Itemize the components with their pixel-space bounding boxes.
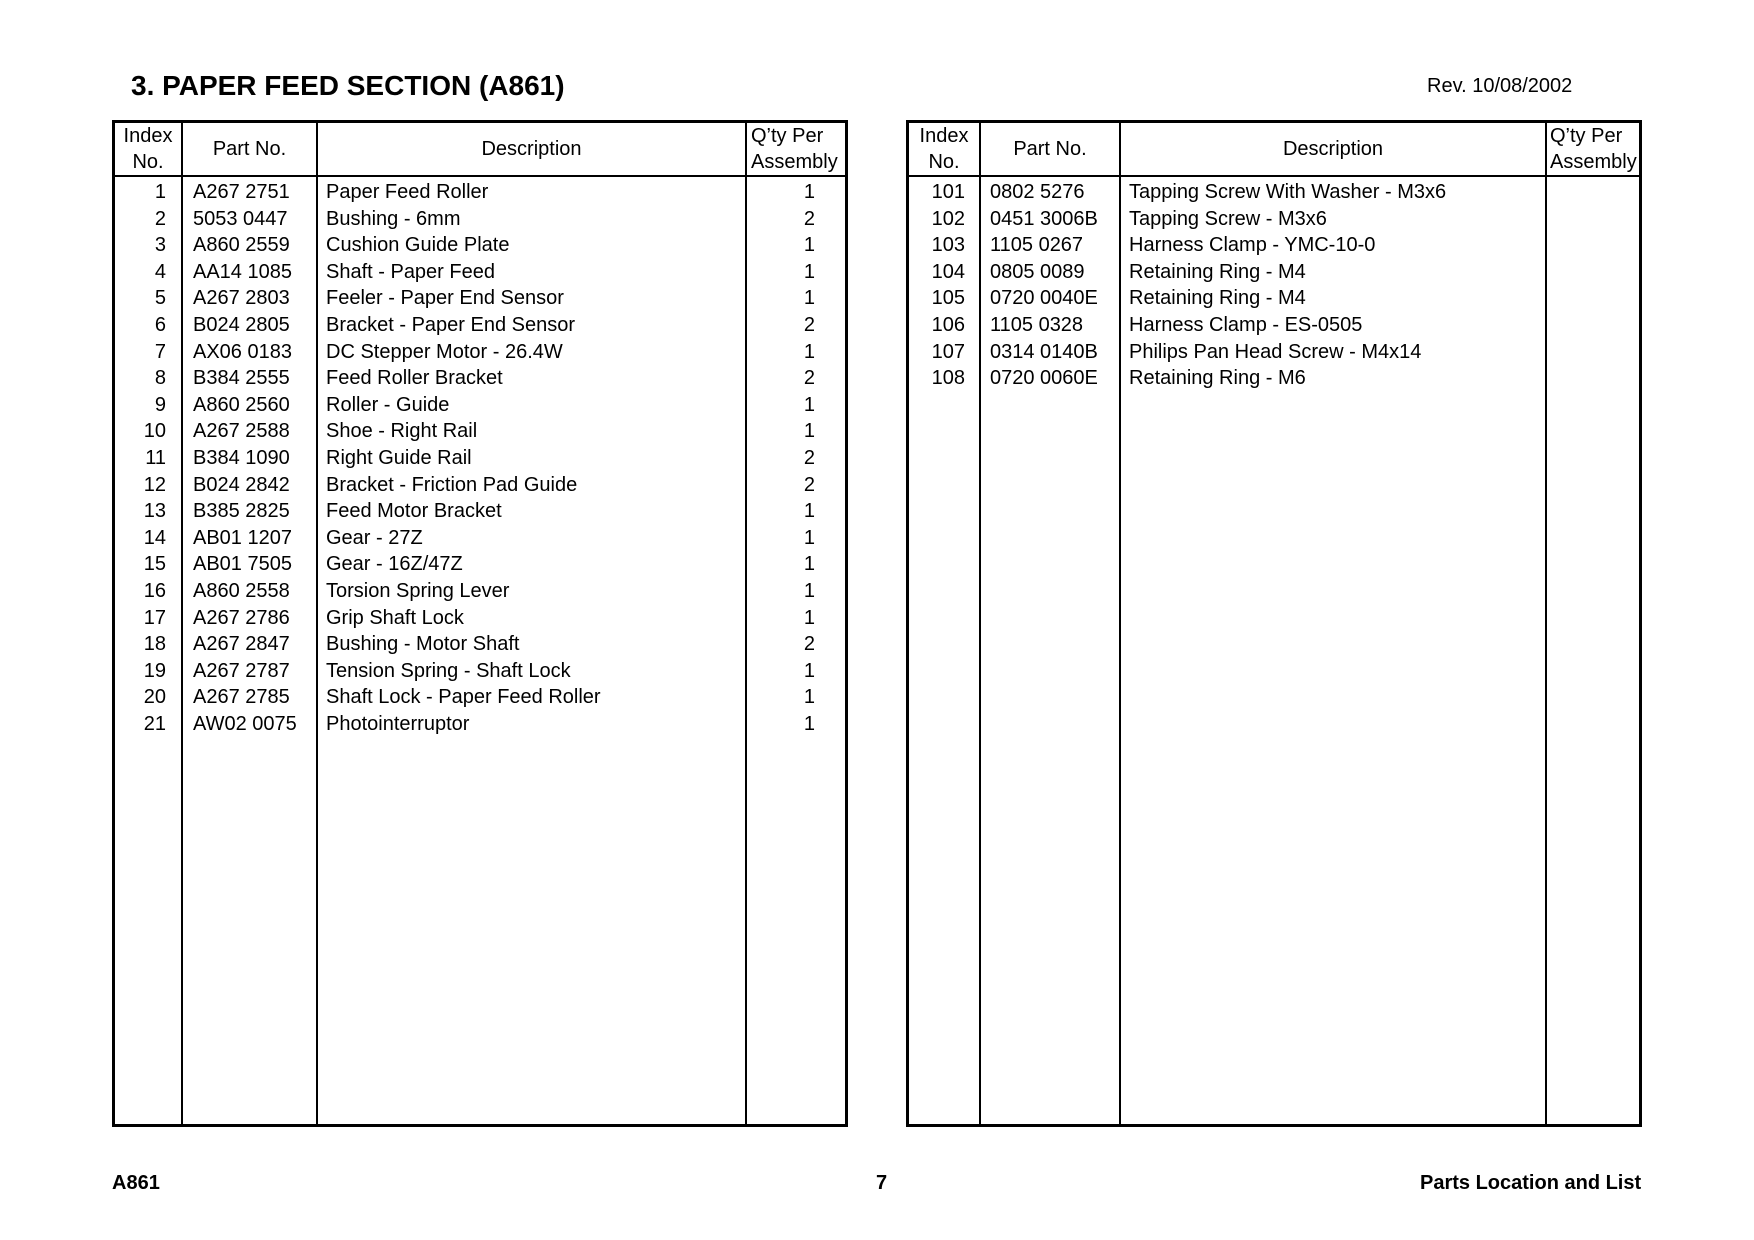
table-row bbox=[115, 232, 845, 259]
cell-part-no: B024 2842 bbox=[193, 473, 290, 496]
cell-qty: 1 bbox=[803, 526, 815, 549]
cell-description: Bracket - Friction Pad Guide bbox=[326, 473, 578, 496]
table-row bbox=[909, 179, 1639, 206]
cell-part-no: 0314 0140B bbox=[990, 340, 1098, 363]
cell-index: 105 bbox=[931, 287, 965, 310]
footer-section: Parts Location and List bbox=[1420, 1172, 1642, 1194]
cell-part-no: 1105 0328 bbox=[990, 313, 1084, 336]
cell-qty: 2 bbox=[803, 207, 815, 230]
table-body bbox=[909, 179, 1639, 392]
parts-table-right bbox=[906, 120, 1642, 1127]
table-row bbox=[115, 605, 845, 632]
cell-description: Torsion Spring Lever bbox=[326, 579, 510, 602]
table-row bbox=[115, 445, 845, 472]
table-row bbox=[115, 418, 845, 445]
cell-index: 1 bbox=[154, 181, 166, 203]
table-row bbox=[115, 525, 845, 552]
table-row bbox=[115, 179, 845, 206]
cell-index: 9 bbox=[154, 393, 166, 416]
cell-description: Roller - Guide bbox=[326, 393, 450, 416]
cell-qty: 2 bbox=[803, 367, 815, 390]
table-row bbox=[115, 285, 845, 312]
cell-description: Feed Roller Bracket bbox=[326, 367, 503, 390]
cell-description: Shaft Lock - Paper Feed Roller bbox=[326, 686, 601, 709]
cell-part-no: A860 2558 bbox=[193, 579, 290, 602]
cell-description: Right Guide Rail bbox=[326, 446, 472, 469]
cell-index: 12 bbox=[143, 473, 166, 496]
cell-qty: 1 bbox=[803, 712, 815, 735]
cell-index: 101 bbox=[931, 181, 965, 203]
cell-part-no: A267 2787 bbox=[193, 659, 290, 682]
cell-part-no: A267 2588 bbox=[193, 420, 290, 443]
cell-qty: 1 bbox=[803, 287, 815, 310]
cell-index: 8 bbox=[154, 367, 166, 390]
header-index: Index No. bbox=[123, 125, 173, 173]
cell-part-no: 1105 0267 bbox=[990, 234, 1084, 257]
cell-index: 103 bbox=[931, 234, 965, 257]
cell-index: 15 bbox=[143, 553, 166, 576]
cell-part-no: A267 2803 bbox=[193, 287, 290, 310]
table-row bbox=[115, 684, 845, 711]
header-divider bbox=[115, 175, 845, 177]
cell-description: Bushing - 6mm bbox=[326, 207, 461, 230]
cell-index: 6 bbox=[154, 313, 166, 336]
header-index: Index No. bbox=[919, 125, 969, 173]
cell-index: 17 bbox=[143, 606, 166, 629]
cell-part-no: 5053 0447 bbox=[193, 207, 288, 230]
cell-description: Philips Pan Head Screw - M4x14 bbox=[1129, 340, 1422, 363]
table-row bbox=[909, 206, 1639, 233]
cell-part-no: A267 2785 bbox=[193, 686, 290, 709]
cell-qty: 1 bbox=[803, 500, 815, 523]
cell-description: Cushion Guide Plate bbox=[326, 234, 510, 257]
cell-part-no: AW02 0075 bbox=[193, 712, 297, 735]
cell-index: 102 bbox=[931, 207, 965, 230]
cell-index: 14 bbox=[143, 526, 166, 549]
header-description: Description bbox=[1282, 138, 1384, 160]
cell-qty: 1 bbox=[803, 579, 815, 602]
cell-qty: 1 bbox=[803, 553, 815, 576]
header-description: Description bbox=[481, 138, 582, 160]
cell-description: Gear - 16Z/47Z bbox=[326, 553, 463, 576]
cell-description: Harness Clamp - YMC-10-0 bbox=[1129, 234, 1376, 257]
cell-index: 108 bbox=[931, 367, 965, 390]
cell-qty: 1 bbox=[803, 606, 815, 629]
table-row bbox=[115, 259, 845, 286]
footer-model: A861 bbox=[112, 1172, 160, 1194]
cell-index: 11 bbox=[145, 446, 166, 469]
table-row bbox=[115, 631, 845, 658]
cell-index: 106 bbox=[931, 313, 965, 336]
cell-part-no: AX06 0183 bbox=[193, 340, 292, 363]
header-qty: Q’ty Per Assembly bbox=[751, 125, 838, 173]
cell-index: 16 bbox=[143, 579, 166, 602]
cell-index: 20 bbox=[143, 686, 166, 709]
cell-qty: 1 bbox=[803, 420, 815, 443]
header-part-no: Part No. bbox=[212, 138, 287, 160]
cell-index: 10 bbox=[143, 420, 166, 443]
cell-description: Tapping Screw With Washer - M3x6 bbox=[1129, 181, 1447, 203]
cell-index: 7 bbox=[154, 340, 166, 363]
cell-part-no: 0720 0060E bbox=[990, 367, 1098, 390]
parts-table-left bbox=[112, 120, 848, 1127]
cell-part-no: AA14 1085 bbox=[193, 260, 292, 283]
table-row bbox=[909, 312, 1639, 339]
cell-description: Shaft - Paper Feed bbox=[326, 260, 495, 283]
cell-index: 3 bbox=[154, 234, 166, 257]
cell-qty: 2 bbox=[803, 633, 815, 656]
cell-description: Feeler - Paper End Sensor bbox=[326, 287, 564, 310]
cell-part-no: AB01 1207 bbox=[193, 526, 292, 549]
cell-description: Retaining Ring - M4 bbox=[1129, 287, 1306, 310]
cell-qty: 2 bbox=[803, 313, 815, 336]
cell-description: Tension Spring - Shaft Lock bbox=[326, 659, 571, 682]
cell-description: Paper Feed Roller bbox=[326, 181, 489, 203]
cell-description: Feed Motor Bracket bbox=[326, 500, 502, 523]
cell-index: 18 bbox=[143, 633, 166, 656]
table-row bbox=[115, 578, 845, 605]
cell-description: Shoe - Right Rail bbox=[326, 420, 478, 443]
table-row bbox=[909, 259, 1639, 286]
cell-index: 2 bbox=[154, 207, 166, 230]
cell-index: 107 bbox=[931, 340, 965, 363]
cell-part-no: A860 2559 bbox=[193, 234, 290, 257]
header-part-no: Part No. bbox=[1013, 138, 1087, 160]
cell-part-no: 0720 0040E bbox=[990, 287, 1098, 310]
cell-part-no: B384 1090 bbox=[193, 446, 290, 469]
cell-index: 19 bbox=[143, 659, 166, 682]
cell-part-no: B024 2805 bbox=[193, 313, 290, 336]
table-row bbox=[909, 232, 1639, 259]
cell-qty: 1 bbox=[803, 686, 815, 709]
cell-description: Retaining Ring - M4 bbox=[1129, 260, 1306, 283]
cell-qty: 1 bbox=[803, 659, 815, 682]
cell-part-no: A267 2786 bbox=[193, 606, 290, 629]
cell-description: Bracket - Paper End Sensor bbox=[326, 313, 576, 336]
cell-qty: 1 bbox=[803, 340, 815, 363]
cell-description: Harness Clamp - ES-0505 bbox=[1129, 313, 1363, 336]
cell-description: Retaining Ring - M6 bbox=[1129, 367, 1306, 390]
table-row bbox=[115, 339, 845, 366]
table-row bbox=[115, 498, 845, 525]
cell-part-no: AB01 7505 bbox=[193, 553, 292, 576]
cell-description: Tapping Screw - M3x6 bbox=[1129, 207, 1327, 230]
cell-description: Gear - 27Z bbox=[326, 526, 423, 549]
cell-index: 4 bbox=[154, 260, 166, 283]
cell-qty: 1 bbox=[803, 393, 815, 416]
cell-qty: 1 bbox=[803, 234, 815, 257]
cell-index: 104 bbox=[931, 260, 965, 283]
table-row bbox=[909, 339, 1639, 366]
cell-part-no: A267 2847 bbox=[193, 633, 290, 656]
cell-part-no: 0802 5276 bbox=[990, 181, 1085, 203]
cell-part-no: A267 2751 bbox=[193, 181, 290, 203]
cell-qty: 1 bbox=[803, 181, 815, 203]
table-row bbox=[115, 392, 845, 419]
table-row bbox=[115, 551, 845, 578]
table-row bbox=[909, 285, 1639, 312]
cell-description: Grip Shaft Lock bbox=[326, 606, 464, 629]
cell-qty: 1 bbox=[803, 260, 815, 283]
cell-part-no: 0805 0089 bbox=[990, 260, 1085, 283]
table-row bbox=[115, 658, 845, 685]
table-row bbox=[115, 365, 845, 392]
cell-qty: 2 bbox=[803, 473, 815, 496]
header-divider bbox=[909, 175, 1639, 177]
table-row bbox=[115, 711, 845, 738]
table-body bbox=[115, 179, 845, 737]
cell-part-no: A860 2560 bbox=[193, 393, 290, 416]
cell-index: 5 bbox=[154, 287, 166, 310]
cell-index: 21 bbox=[143, 712, 166, 735]
revision-date: Rev. 10/08/2002 bbox=[1427, 75, 1573, 97]
header-qty: Q’ty Per Assembly bbox=[1550, 125, 1637, 173]
cell-description: DC Stepper Motor - 26.4W bbox=[326, 340, 563, 363]
table-row bbox=[115, 472, 845, 499]
page-title: 3. PAPER FEED SECTION (A861) bbox=[131, 70, 565, 101]
cell-qty: 2 bbox=[803, 446, 815, 469]
cell-part-no: 0451 3006B bbox=[990, 207, 1098, 230]
cell-description: Bushing - Motor Shaft bbox=[326, 633, 520, 656]
footer-page-number: 7 bbox=[876, 1172, 888, 1194]
cell-description: Photointerruptor bbox=[326, 712, 470, 735]
table-row bbox=[115, 206, 845, 233]
cell-part-no: B385 2825 bbox=[193, 500, 290, 523]
cell-index: 13 bbox=[143, 500, 166, 523]
cell-part-no: B384 2555 bbox=[193, 367, 290, 390]
table-row bbox=[115, 312, 845, 339]
table-row bbox=[909, 365, 1639, 392]
